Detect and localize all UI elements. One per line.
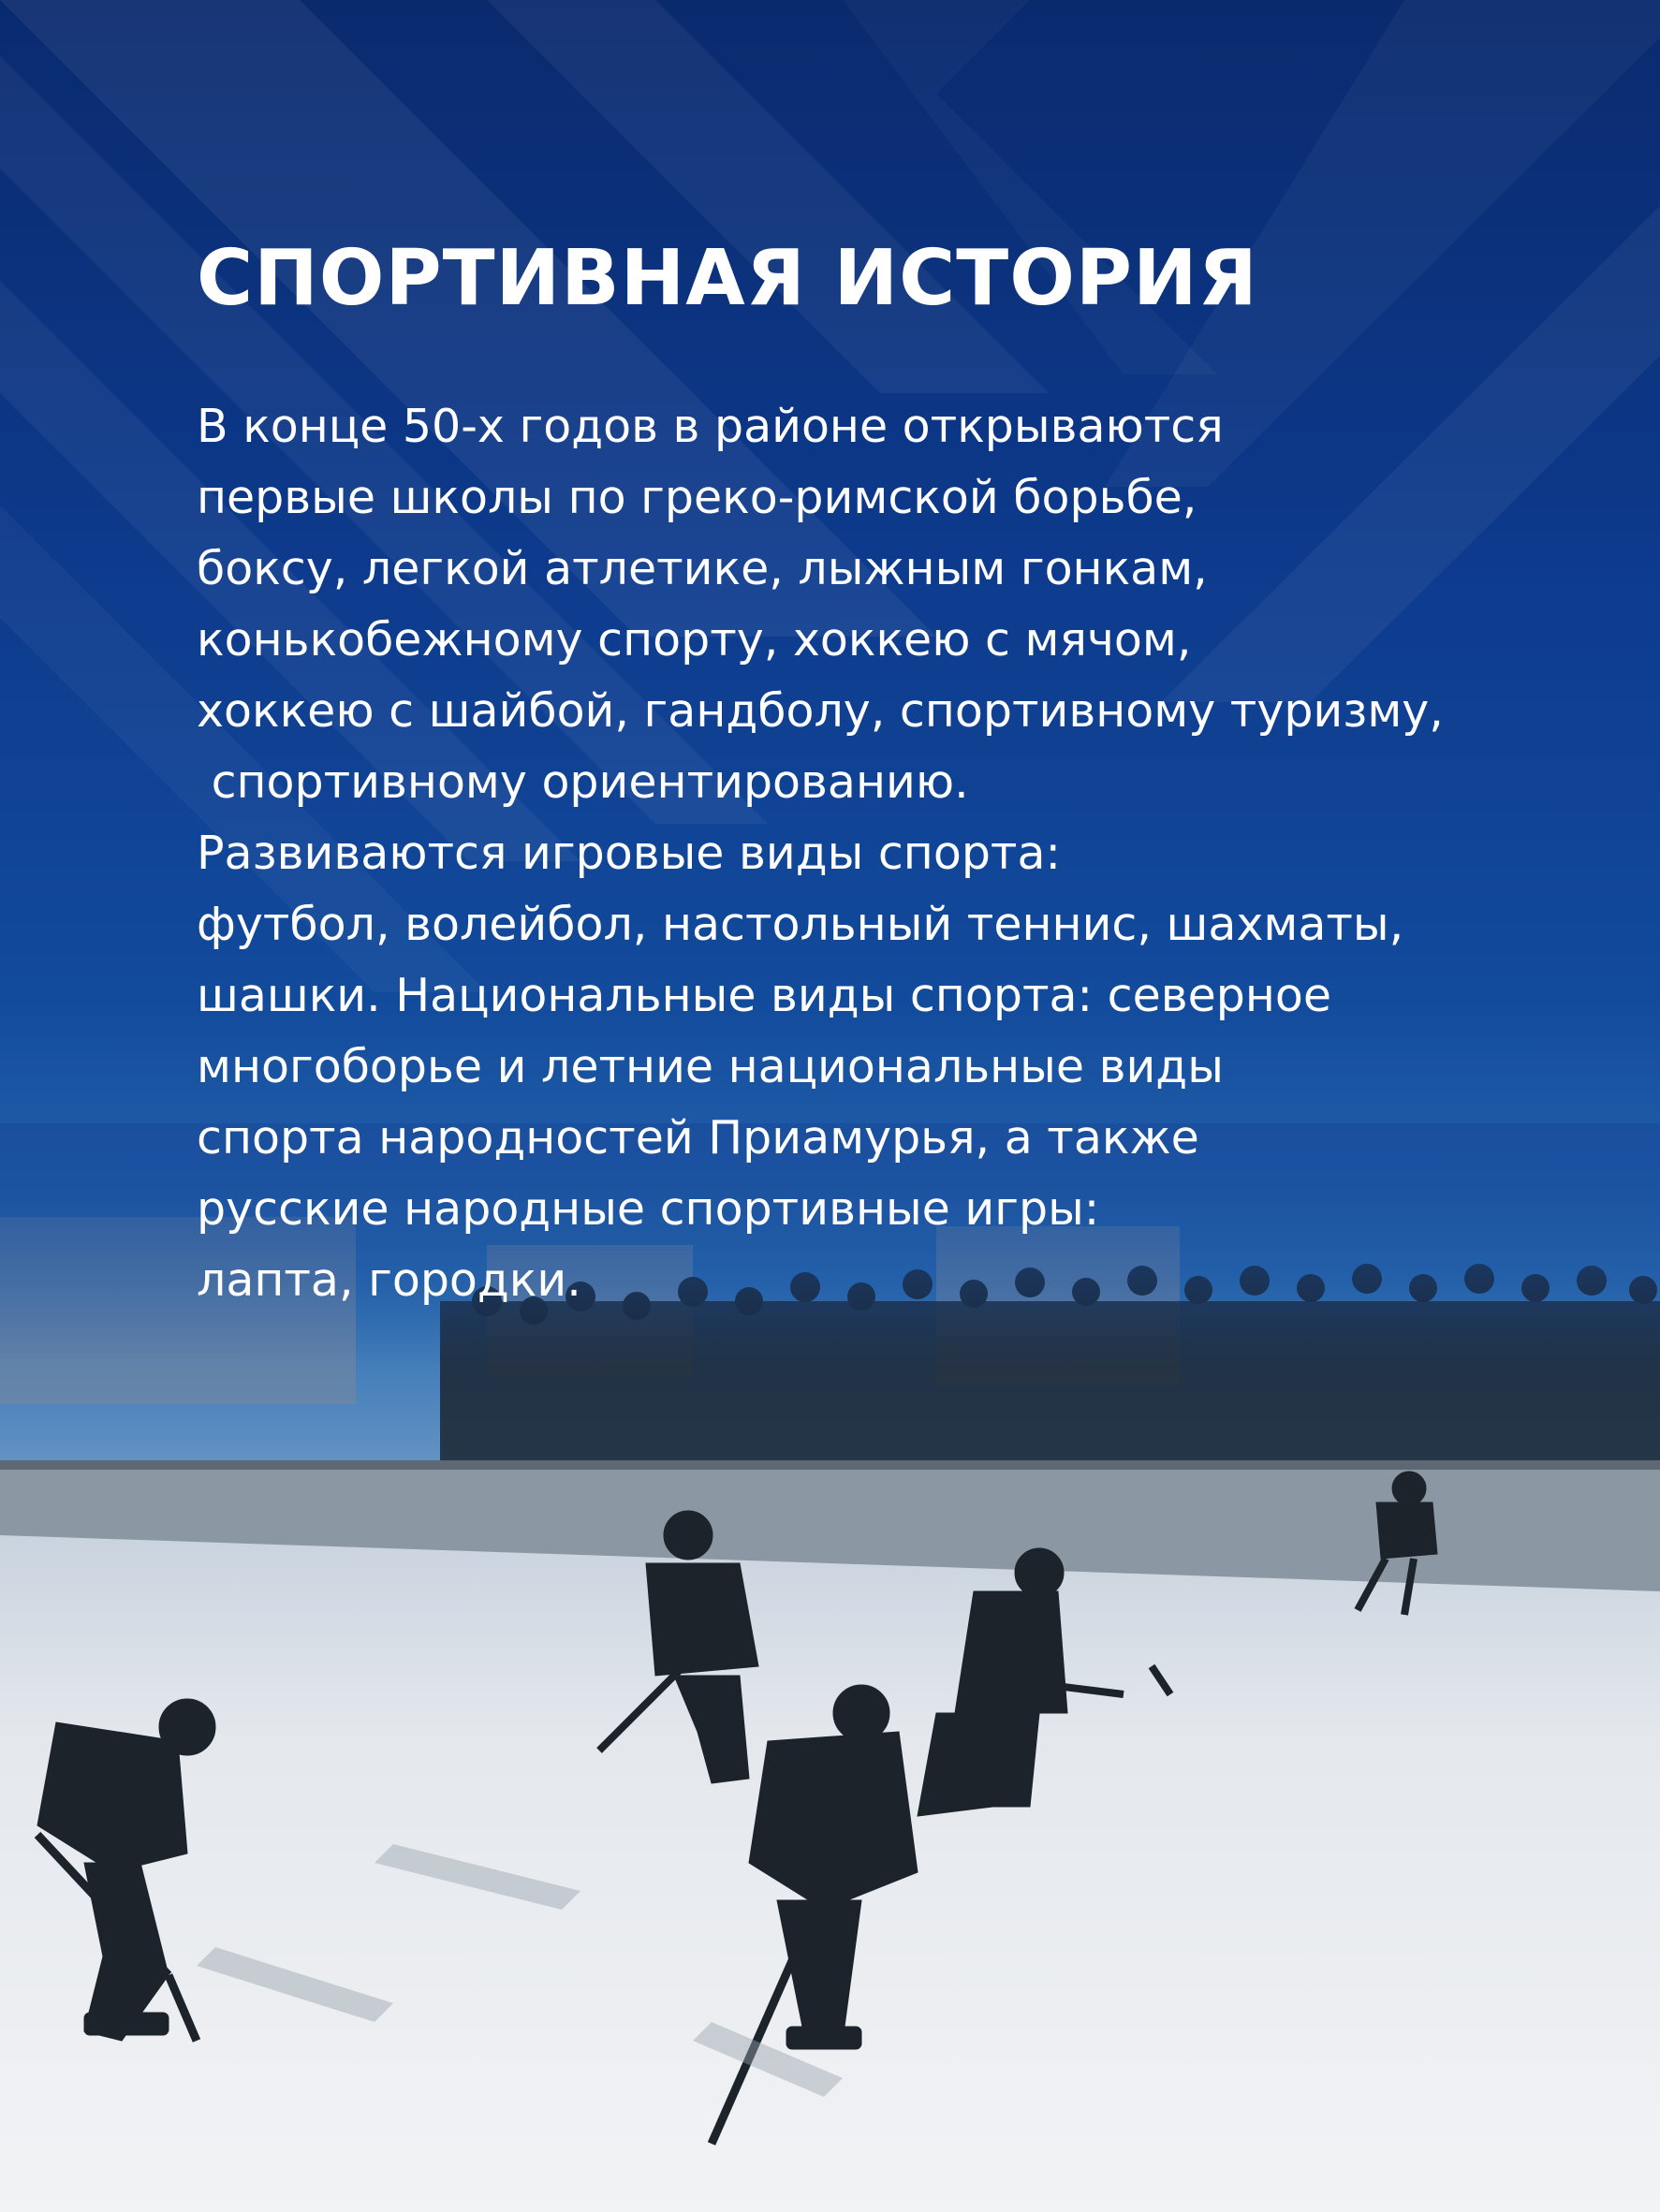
page-title: СПОРТИВНАЯ ИСТОРИЯ: [197, 234, 1258, 323]
text-line: Развиваются игровые виды спорта:: [197, 827, 1062, 880]
text-line: русские народные спортивные игры:: [197, 1182, 1100, 1236]
text-line: футбол, волейбол, настольный теннис, шахматы,: [197, 898, 1404, 951]
text-line: спорта народностей Приамурья, а также: [197, 1111, 1199, 1165]
text-line: лапта, городки.: [197, 1253, 581, 1307]
text-line: первые школы по греко-римской борьбе,: [197, 471, 1197, 524]
text-line: многоборье и летние национальные виды: [197, 1040, 1224, 1093]
text-line: конькобежному спорту, хоккею с мячом,: [197, 613, 1192, 667]
text-line: В конце 50-х годов в районе открываются: [197, 400, 1224, 453]
text-line: боксу, легкой атлетике, лыжным гонкам,: [197, 542, 1208, 595]
text-line: хоккею с шайбой, гандболу, спортивному туризму,: [197, 684, 1444, 738]
text-line: шашки. Национальные виды спорта: северное: [197, 969, 1332, 1022]
text-line: спортивному ориентированию.: [197, 755, 969, 809]
history-text: [197, 391, 1601, 1316]
